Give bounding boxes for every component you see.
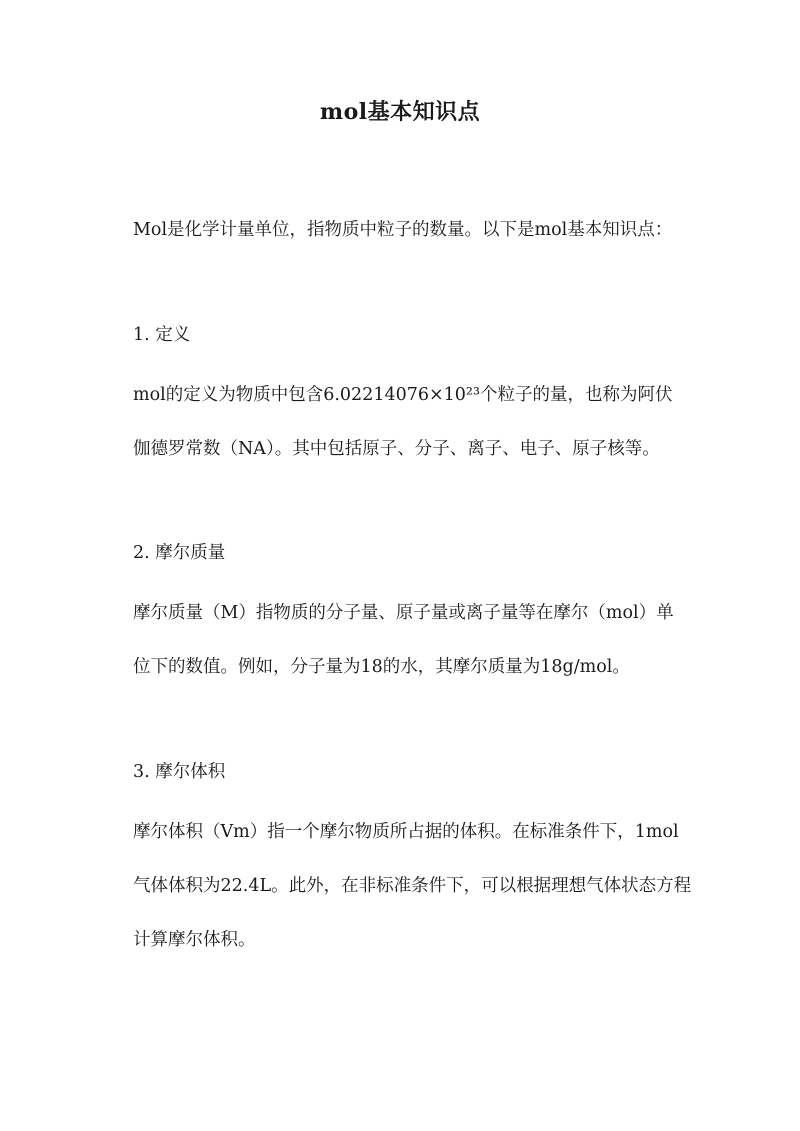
section-heading-molar-volume xyxy=(133,745,713,799)
section-heading: 1. 定义 xyxy=(133,325,191,345)
intro-paragraph xyxy=(133,203,713,257)
intro-line: Mol是化学计量单位，指物质中粒子的数量。以下是mol基本知识点： xyxy=(133,220,673,240)
body-line: 摩尔体积（Vm）指一个摩尔物质所占据的体积。在标准条件下，1mol xyxy=(133,822,679,842)
section-body-definition xyxy=(133,368,713,476)
body-line: 位下的数值。例如，分子量为18的水，其摩尔质量为18g/mol。 xyxy=(133,657,630,677)
section-heading-molar-mass xyxy=(133,526,713,580)
body-line: 伽德罗常数（NA）。其中包括原子、分子、离子、电子、原子核等。 xyxy=(133,439,660,459)
section-heading-definition xyxy=(133,308,713,362)
page-title: mol基本知识点 xyxy=(319,99,481,125)
body-line: 计算摩尔体积。 xyxy=(133,930,256,950)
section-body-molar-volume xyxy=(133,805,713,967)
body-line: 气体体积为22.4L。此外，在非标准条件下，可以根据理想气体状态方程 xyxy=(133,876,692,896)
body-line: mol的定义为物质中包含6.02214076×10²³个粒子的量，也称为阿伏 xyxy=(133,385,673,405)
section-heading: 3. 摩尔体积 xyxy=(133,762,226,782)
section-heading: 2. 摩尔质量 xyxy=(133,543,226,563)
body-line: 摩尔质量（M）指物质的分子量、原子量或离子量等在摩尔（mol）单 xyxy=(133,603,674,623)
section-body-molar-mass xyxy=(133,586,713,694)
